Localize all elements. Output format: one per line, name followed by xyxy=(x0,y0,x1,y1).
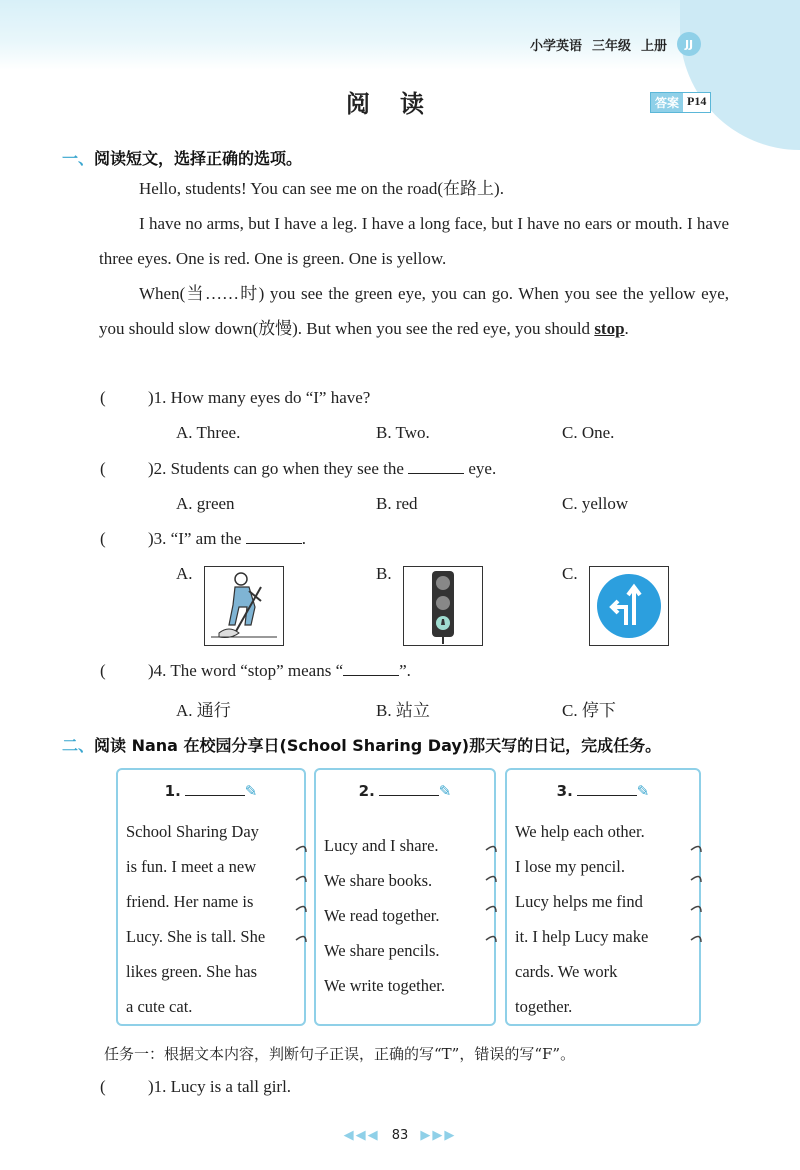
q4-blank[interactable] xyxy=(343,663,399,676)
card3-line: it. I help Lucy make xyxy=(515,927,649,946)
passage-paragraph-2 xyxy=(99,206,729,276)
section1-text: 阅读短文，选择正确的选项。 xyxy=(94,149,303,168)
traffic-light-image xyxy=(403,566,483,646)
q2-paren: ( xyxy=(100,459,106,478)
q1-question: )1. How many eyes do “I” have? xyxy=(148,388,371,407)
pen-icon: ✎ xyxy=(438,782,452,800)
subject-label: 小学英语 xyxy=(530,38,583,54)
q3-option-a-label: A. xyxy=(176,564,193,583)
card1-title-blank[interactable] xyxy=(185,795,245,796)
card1-line: Lucy. She is tall. She xyxy=(126,927,266,946)
task1-q1-paren: ( xyxy=(100,1077,106,1096)
q4-paren: ( xyxy=(100,661,106,680)
section2-text: 阅读 Nana 在校园分享日(School Sharing Day)那天写的日记，完成任务。 xyxy=(94,736,662,755)
card3-line: cards. We work xyxy=(515,962,618,981)
section2-number: 二、 xyxy=(62,736,95,755)
next-arrows-icon: ▶▶▶ xyxy=(420,1128,457,1143)
page-footer xyxy=(0,1128,800,1143)
card2-number: 2. xyxy=(358,782,375,800)
page-title: 阅读 xyxy=(346,90,454,118)
card3-number: 3. xyxy=(556,782,573,800)
card2-title-blank[interactable] xyxy=(379,795,439,796)
q4-option-a: A. 通行 xyxy=(176,701,231,720)
q1-option-b: B. Two. xyxy=(376,423,430,442)
q4-text: )4. The word “stop” means “ xyxy=(148,661,344,680)
q4-question xyxy=(148,661,411,681)
binder-rings-2 xyxy=(482,840,502,950)
q2-blank[interactable] xyxy=(408,461,464,474)
period: . xyxy=(624,319,629,338)
card2-line: We share pencils. xyxy=(324,941,440,960)
turn-sign-icon xyxy=(590,567,668,645)
q3-option-c-label: C. xyxy=(562,564,578,583)
sweeper-icon xyxy=(205,567,283,645)
passage-text-2: I have no arms, but I have a leg. I have a long face, but I have no ears or mouth. I have three eyes. One is red. One is green. One is yellow. xyxy=(99,214,729,268)
q1-paren: ( xyxy=(100,388,106,407)
card1-heading xyxy=(118,782,304,800)
q2-option-a: A. green xyxy=(176,494,235,513)
card1-text xyxy=(126,814,294,1024)
card3-line: We help each other. xyxy=(515,822,645,841)
card2-line: We write together. xyxy=(324,976,446,995)
card2-heading xyxy=(316,782,494,800)
card1-number: 1. xyxy=(164,782,181,800)
section2-heading xyxy=(62,733,661,756)
pen-icon: ✎ xyxy=(636,782,650,800)
q1-option-a: A. Three. xyxy=(176,423,241,442)
q3-text: )3. “I” am the xyxy=(148,529,242,548)
grade-label: 三年级 xyxy=(592,38,632,54)
card1-line: likes green. She has xyxy=(126,962,258,981)
diary-card-1 xyxy=(116,768,306,1026)
edition-badge: JJ xyxy=(677,32,701,56)
street-sweeper-image xyxy=(204,566,284,646)
card1-line: School Sharing Day xyxy=(126,822,259,841)
passage-text-3: When(当……时) you see the green eye, you can go. When you see the yellow eye, you should slow down(放慢). But when you see the red eye, you should xyxy=(99,284,729,338)
card1-line: a cute cat. xyxy=(126,997,193,1016)
header-info xyxy=(530,32,701,56)
card3-line: I lose my pencil. xyxy=(515,857,625,876)
card2-text xyxy=(324,828,484,1003)
answer-reference xyxy=(650,92,711,113)
section1-heading xyxy=(62,146,302,169)
page-number: 83 xyxy=(391,1128,409,1143)
q2-text: )2. Students can go when they see the xyxy=(148,459,404,478)
card2-line: We share books. xyxy=(324,871,433,890)
q3-paren: ( xyxy=(100,529,106,548)
section1-number: 一、 xyxy=(62,149,95,168)
direction-sign-image xyxy=(589,566,669,646)
task1-q1: )1. Lucy is a tall girl. xyxy=(148,1077,292,1096)
binder-rings-3 xyxy=(687,840,707,950)
task1-instruction: 任务一：根据文本内容，判断句子正误，正确的写“T”，错误的写“F”。 xyxy=(104,1045,576,1063)
q2-option-b: B. red xyxy=(376,494,418,513)
diary-card-3 xyxy=(505,768,701,1026)
binder-rings-1 xyxy=(292,840,312,950)
passage-paragraph-3 xyxy=(99,276,729,346)
card3-line: Lucy helps me find xyxy=(515,892,643,911)
passage-text-1: Hello, students! You can see me on the road(在路上). xyxy=(139,179,504,198)
card3-heading xyxy=(507,782,699,800)
card3-line: together. xyxy=(515,997,573,1016)
q1-option-c: C. One. xyxy=(562,423,615,442)
volume-label: 上册 xyxy=(641,38,668,54)
card2-line: Lucy and I share. xyxy=(324,836,439,855)
passage-paragraph-1 xyxy=(99,171,729,206)
q3-option-b-label: B. xyxy=(376,564,392,583)
traffic-light-icon xyxy=(404,567,482,645)
q3-tail: . xyxy=(301,529,306,548)
q4-option-c: C. 停下 xyxy=(562,701,616,720)
card2-line: We read together. xyxy=(324,906,440,925)
q4-option-b: B. 站立 xyxy=(376,701,430,720)
q3-blank[interactable] xyxy=(246,531,302,544)
q2-option-c: C. yellow xyxy=(562,494,629,513)
card3-text xyxy=(515,814,689,1024)
card1-line: friend. Her name is xyxy=(126,892,254,911)
answer-label: 答案 xyxy=(651,93,683,112)
header-decoration xyxy=(680,0,800,150)
pen-icon: ✎ xyxy=(244,782,258,800)
q4-tail: ”. xyxy=(399,661,411,680)
answer-page: P14 xyxy=(683,93,710,112)
prev-arrows-icon: ◀◀◀ xyxy=(343,1128,380,1143)
card1-line: is fun. I meet a new xyxy=(126,857,257,876)
card3-title-blank[interactable] xyxy=(577,795,637,796)
q2-question xyxy=(148,459,496,479)
stop-word: stop xyxy=(594,319,625,338)
q3-question xyxy=(148,529,306,549)
diary-card-2 xyxy=(314,768,496,1026)
q2-tail: eye. xyxy=(468,459,497,478)
